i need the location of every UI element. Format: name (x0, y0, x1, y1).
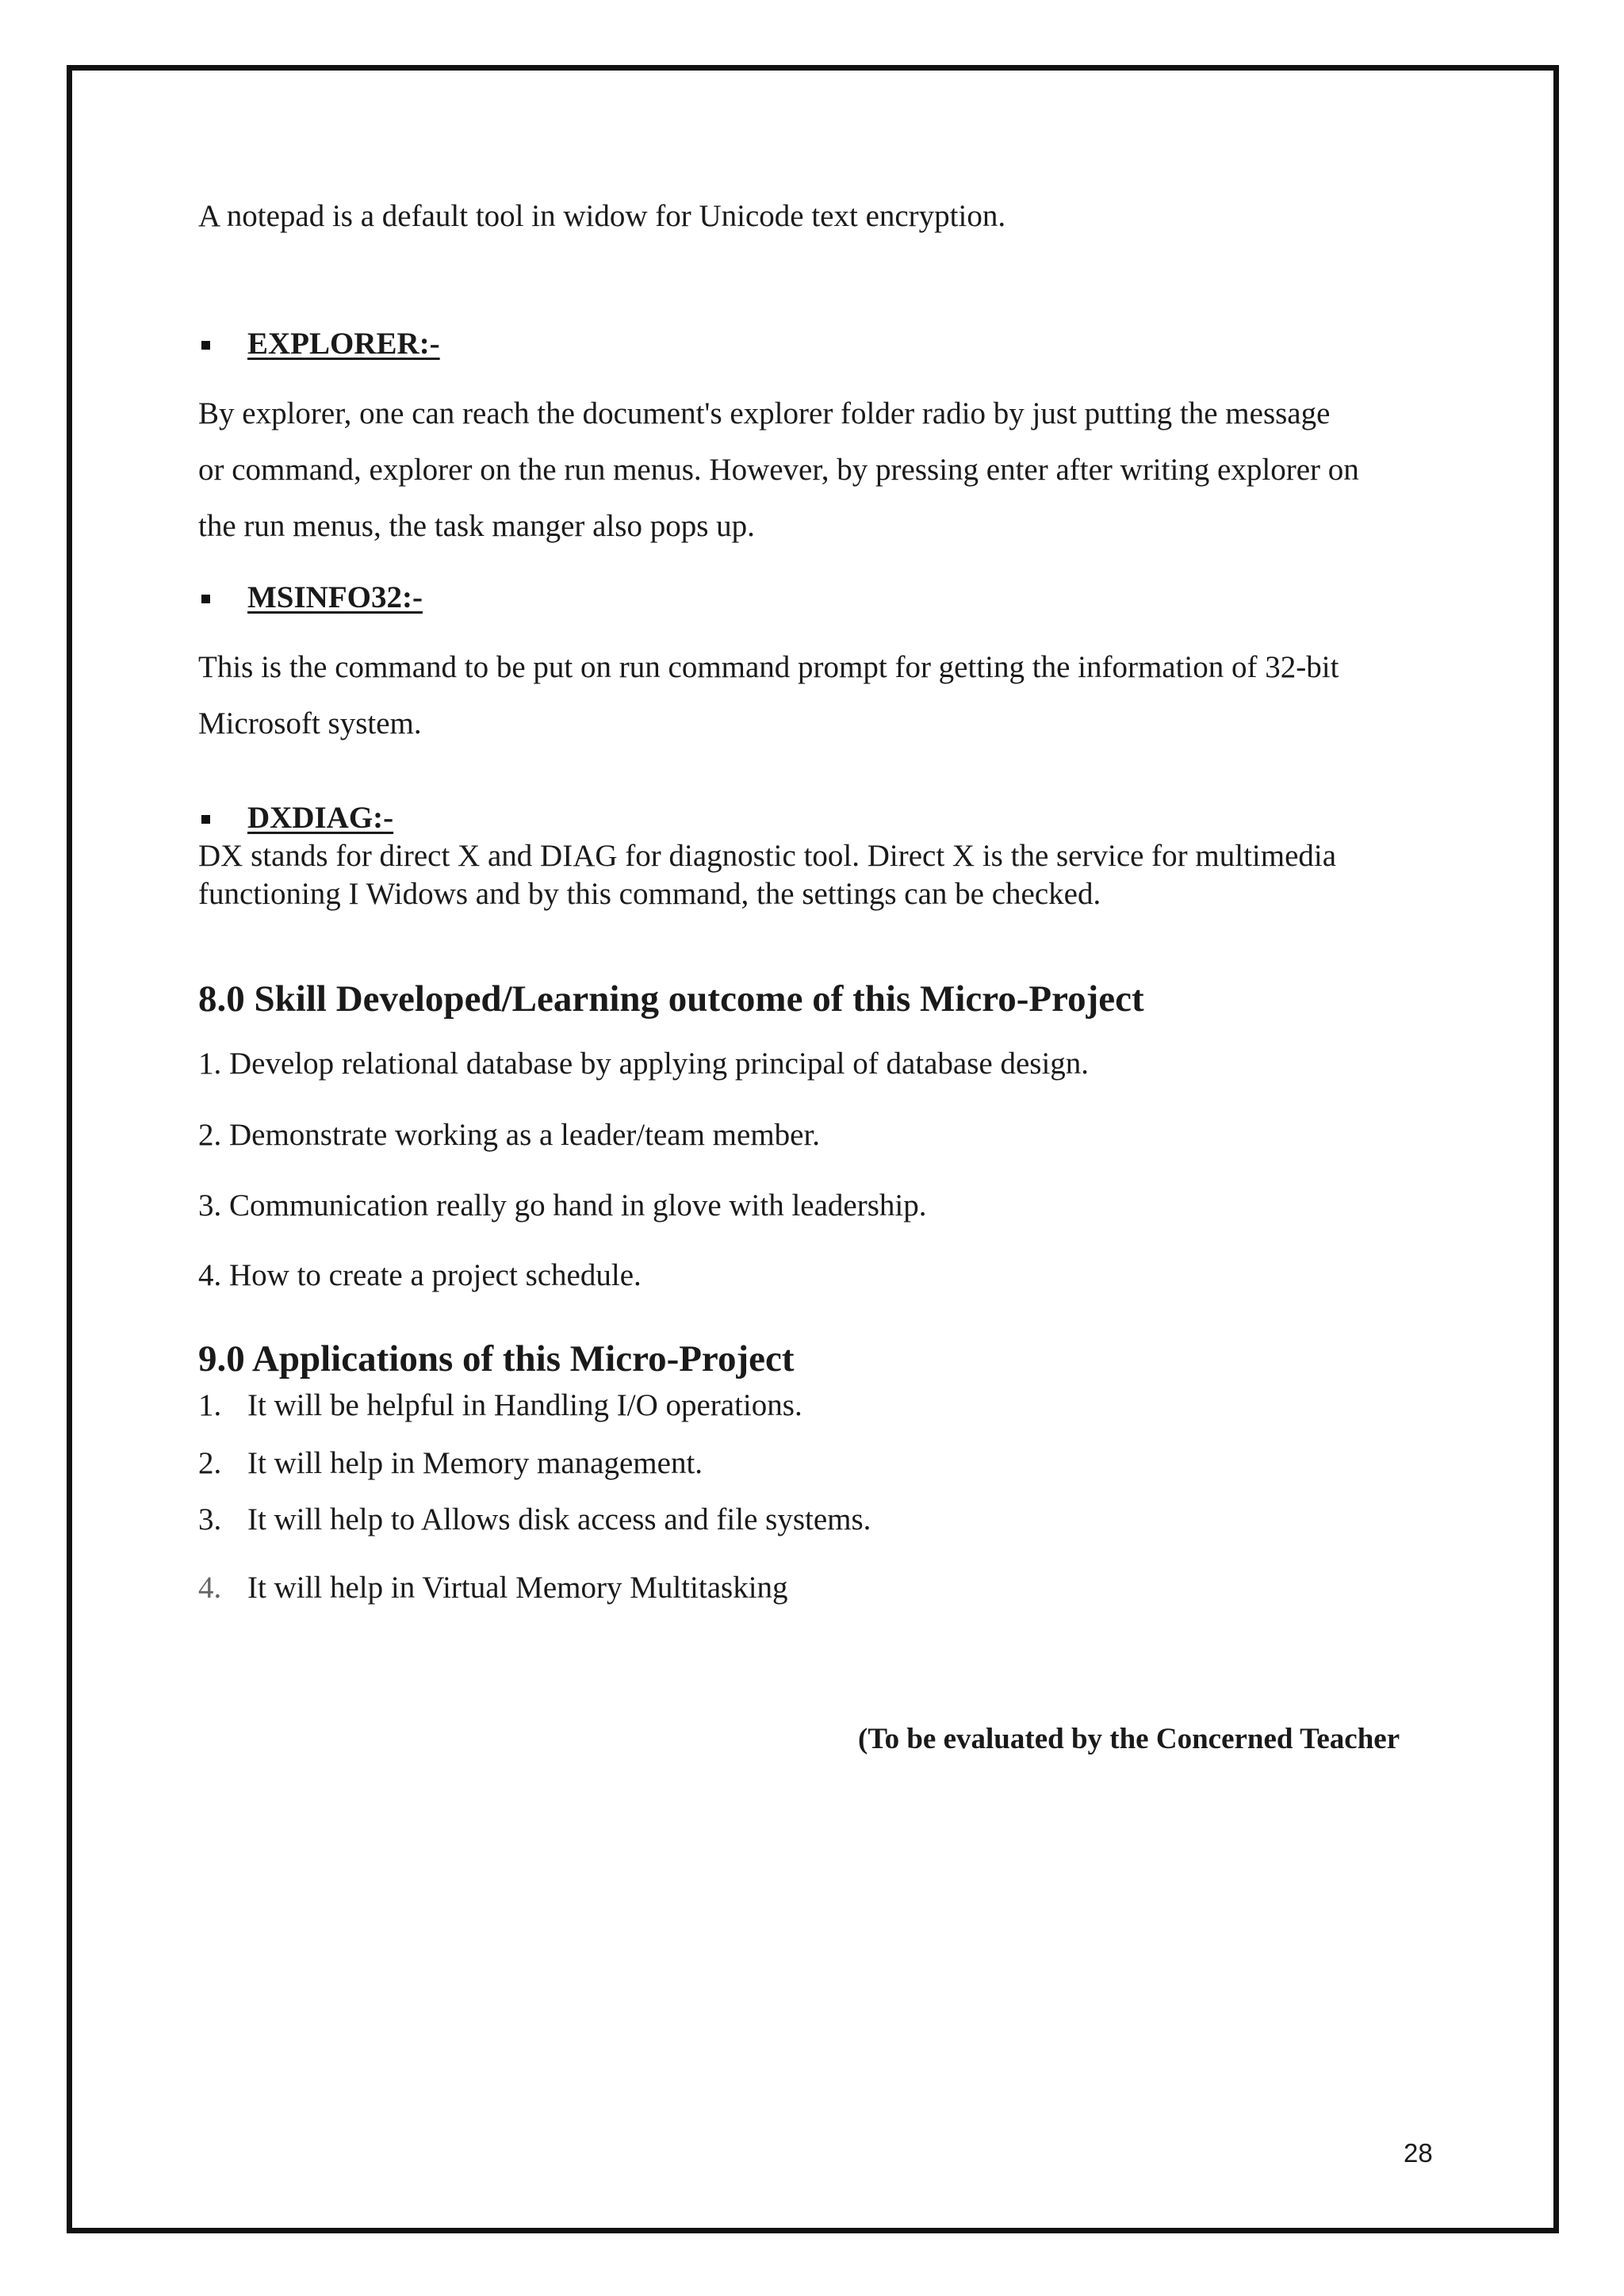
command-heading: EXPLORER:- (247, 327, 440, 361)
skill-item: 2. Demonstrate working as a leader/team member. (198, 1118, 821, 1152)
command-heading: DXDIAG:- (247, 801, 394, 835)
square-bullet-icon (201, 595, 210, 603)
list-text: It will help in Memory management. (247, 1446, 703, 1480)
list-number: 2. (198, 1446, 222, 1480)
skill-item: 4. How to create a project schedule. (198, 1258, 642, 1292)
skills-section-heading: 8.0 Skill Developed/Learning outcome of this Micro-Project (198, 978, 1144, 1020)
paragraph-line: or command, explorer on the run menus. However, by pressing enter after writing explorer on (198, 453, 1359, 487)
list-text: It will help in Virtual Memory Multitasking (247, 1571, 788, 1605)
intro-text: A notepad is a default tool in widow for Unicode text encryption. (198, 199, 1006, 233)
paragraph-line: Microsoft system. (198, 706, 422, 740)
paragraph-line: the run menus, the task manger also pops up. (198, 509, 755, 543)
paragraph-line: This is the command to be put on run command prompt for getting the information of 32-bit (198, 650, 1339, 684)
list-text: It will be helpful in Handling I/O operations. (247, 1388, 802, 1422)
paragraph-line: By explorer, one can reach the document's explorer folder radio by just putting the message (198, 396, 1331, 430)
paragraph-line: functioning I Widows and by this command, the settings can be checked. (198, 877, 1101, 911)
skill-item: 1. Develop relational database by applying principal of database design. (198, 1047, 1090, 1081)
evaluation-note: (To be evaluated by the Concerned Teacher (858, 1723, 1400, 1755)
list-number: 3. (198, 1502, 222, 1536)
square-bullet-icon (201, 341, 210, 350)
page-number: 28 (1404, 2138, 1433, 2168)
skill-item: 3. Communication really go hand in glove with leadership. (198, 1188, 927, 1223)
paragraph-line: DX stands for direct X and DIAG for diagnostic tool. Direct X is the service for multimedia (198, 839, 1337, 873)
command-heading: MSINFO32:- (247, 580, 423, 614)
list-number: 1. (198, 1388, 222, 1422)
applications-section-heading: 9.0 Applications of this Micro-Project (198, 1338, 795, 1380)
square-bullet-icon (201, 815, 210, 824)
list-text: It will help to Allows disk access and file systems. (247, 1502, 871, 1536)
list-number: 4. (198, 1571, 222, 1605)
